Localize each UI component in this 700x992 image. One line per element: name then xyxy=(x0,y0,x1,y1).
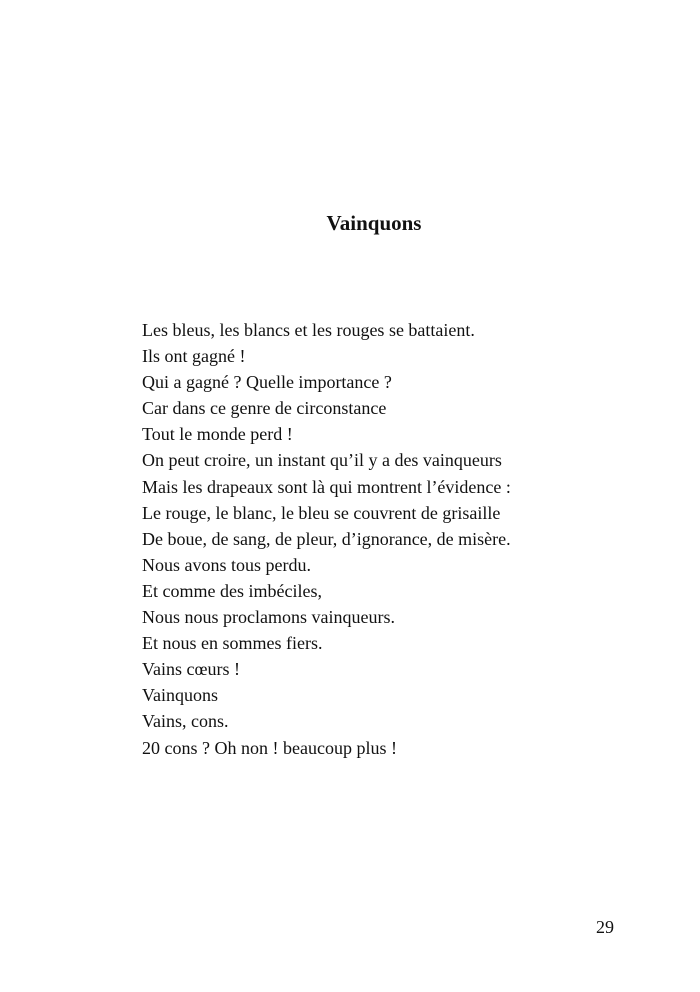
poem-line: Tout le monde perd ! xyxy=(142,424,293,445)
poem-line: On peut croire, un instant qu’il y a des vainqueurs xyxy=(142,450,502,471)
poem-line: Et comme des imbéciles, xyxy=(142,580,322,601)
poem-line: Vains cœurs ! xyxy=(142,659,240,680)
poem-line: Qui a gagné ? Quelle importance ? xyxy=(142,372,392,393)
poem-line: Nous nous proclamons vainqueurs. xyxy=(142,607,395,628)
poem-line: Vains, cons. xyxy=(142,711,229,732)
poem-body xyxy=(142,317,511,761)
poem-line: Le rouge, le blanc, le bleu se couvrent de grisaille xyxy=(142,502,501,523)
poem-title: Vainquons xyxy=(326,211,422,235)
poem-line: Mais les drapeaux sont là qui montrent l’évidence : xyxy=(142,476,511,497)
poem-line: Et nous en sommes fiers. xyxy=(142,633,323,654)
poem-line: Car dans ce genre de circonstance xyxy=(142,398,387,419)
poem-line: Ils ont gagné ! xyxy=(142,346,246,367)
poem-line: Les bleus, les blancs et les rouges se battaient. xyxy=(142,320,475,340)
poem-line: Vainquons xyxy=(142,685,218,706)
poem-line: Nous avons tous perdu. xyxy=(142,554,311,575)
page-number: 29 xyxy=(596,917,614,937)
poem-line: 20 cons ? Oh non ! beaucoup plus ! xyxy=(142,737,397,758)
poem-line: De boue, de sang, de pleur, d’ignorance, de misère. xyxy=(142,528,511,549)
